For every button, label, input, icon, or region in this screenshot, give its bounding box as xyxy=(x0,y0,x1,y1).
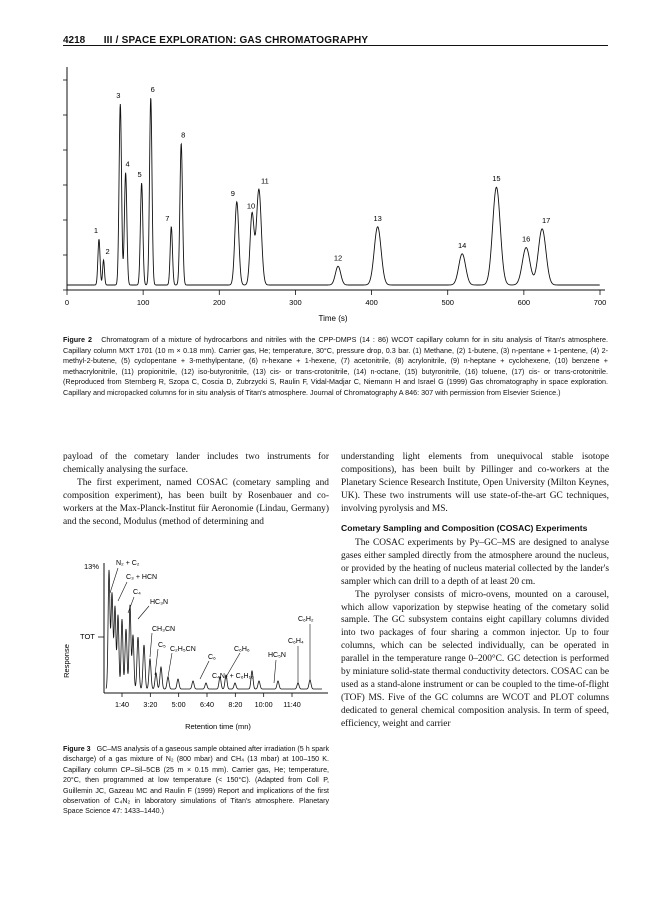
x-axis-label: Retention time (mn) xyxy=(185,722,251,731)
x-tick-label: 600 xyxy=(517,298,531,307)
figure-3-caption-text: GC–MS analysis of a gaseous sample obtained after irradiation (5 h spark discharge) of a gas mixture of N₂ (800 mbar) and CH₄ (13 mbar) at 100–150 K. Capillary column CP–Sil–5CB (25 m × 0.15 mm). Carrier gas, He; temperature, 20°C, then programmed at low temperature (< 150°C). (Adapted from Coll P, Guillemin JC, Gazeau MC and Raulin F (1999) Report and implications of the first observation of C₄N₂ in laboratory simulations of Titan's atmosphere. Planetary Space Science 47: 1433–1440.) xyxy=(63,745,329,816)
ann-c6h4: C₆H₄ xyxy=(288,638,304,645)
left-paragraph-1: payload of the cometary lander includes two instruments for chemically analysing the surface. xyxy=(63,452,329,475)
figure-2-chromatogram xyxy=(55,55,615,335)
x-tick-group xyxy=(122,693,292,697)
peak-label: 17 xyxy=(541,215,551,225)
figure-3-label: Figure 3 xyxy=(63,745,91,753)
right-column xyxy=(341,451,609,731)
figure-3-caption xyxy=(63,744,329,817)
ann-n2-c2: N₂ + C₂ xyxy=(116,560,140,567)
peak-label: 12 xyxy=(333,253,343,263)
peak-label: 4 xyxy=(125,159,130,169)
section-heading: Cometary Sampling and Composition (COSAC) Experiments xyxy=(341,522,588,533)
peak-label: 7 xyxy=(165,213,170,223)
peak-label: 13 xyxy=(373,213,382,223)
running-header xyxy=(63,30,608,46)
figure-2-caption xyxy=(63,335,608,399)
peak-label-group xyxy=(94,85,550,262)
peak-label: 1 xyxy=(93,226,99,236)
y-axis-label: Response xyxy=(62,644,71,678)
peak-label: 16 xyxy=(521,234,531,244)
peak-label: 5 xyxy=(137,170,142,180)
ann-arrow xyxy=(200,661,209,679)
ann-arrow xyxy=(128,597,134,613)
x-tick-label: 200 xyxy=(213,298,226,307)
x-tick-label: 400 xyxy=(365,298,378,307)
right-paragraph-3: The pyrolyser consists of micro-ovens, mounted on a carousel, which allow vaporization by stepwise heating of the cometary solid sample. The GC subsystem contains eight capillary columns divided into two packages of four sharing a common injector. Up to four columns, which can be selected individually, can be operated in parallel in the temperature range 0–200°C. GC detection is performed by miniature solid-state thermal conductivity detectors. COSAC can be used as a stand-alone instrument or can be coupled to the time-of-flight (TOF) MS. Five of the GC columns are WCOT and PLOT columns dedicated to general chemical composition analysis. In term of speed, efficiency, weight and carrier xyxy=(341,589,609,729)
ann-arrow xyxy=(274,660,276,683)
gcms-trace xyxy=(106,570,322,689)
peak-label: 14 xyxy=(458,240,467,250)
left-column xyxy=(63,451,329,528)
figure-2-caption-text: Chromatogram of a mixture of hydrocarbons and nitriles with the CPP-DMPS (14 : 86) WCOT capillary column for in situ analysis of Titan's atmosphere. Capillary column MXT 1701 (10 m × 0.18 mm). Carrier gas, He; temperature, 30°C, pressure drop, 0.3 bar. (1) Methane, (2) 1-butene, (3) n-pentane + 1-pentene, (4) 2-methyl-2-butene, (5) cyclopentane + 3-methylpentane, (6) n-hexane + 1-hexene, (7) acetonitrile, (8) acrylonitrile, (9) n-heptane + cyclohexene, (10) benzene + methacrylonitrile, (11) propionitrile, (12) iso-butyronitrile, (13) cis- or trans-crotonitrile, (14) n-octane, (15) butyronitrile, (16) toluene, (17) cis- or trans-crotonitrile. (Reproduced from Sternberg R, Szopa C, Coscia D, Zubrzycki S, Raulin F, Vidal-Madjar C, Niemann H and Israel G (1999) Gas chromatography in space exploration. Capillary and micropacked columns for in situ analysis of Titan's atmosphere. Journal of Chromatography A 846: 307 with permission from Elsevier Science.) xyxy=(63,335,608,397)
peak-label: 8 xyxy=(181,130,186,140)
x-tick-label: 3:20 xyxy=(143,700,158,709)
ann-hc3n: HC₃N xyxy=(150,599,169,606)
gcms-plot xyxy=(60,553,332,738)
running-head-title: III / SPACE EXPLORATION: GAS CHROMATOGRAPHY xyxy=(103,35,369,46)
y-marker-tot: TOT xyxy=(80,632,95,641)
ann-arrow xyxy=(110,568,118,593)
ann-c2h5cn: C₂H₅CN xyxy=(170,646,196,653)
x-tick-label: 100 xyxy=(136,298,150,307)
peak-label: 10 xyxy=(246,201,256,211)
x-tick-label-group xyxy=(115,700,301,709)
ann-arrow xyxy=(155,649,158,675)
right-paragraph-2: The COSAC experiments by Py–GC–MS are designed to analyse gases either sampled directly from the atmosphere around the nucleus, or provided by the heating of nucleus material collected by the lander's sampler which can drill to a depth of at least 20 cm. xyxy=(341,538,609,587)
left-paragraph-2: The first experiment, named COSAC (cometary sampling and composition experiment), has been built by Rosenbauer and co-workers at the Max-Planck-Institut für Aeronomie (Lindau, Germany) and the second, Modulus (method of determining and xyxy=(63,477,329,527)
ann-arrow xyxy=(150,633,152,657)
ann-arrow xyxy=(118,582,127,601)
x-tick-label: 0 xyxy=(64,298,70,307)
peak-label: 2 xyxy=(105,247,110,257)
x-tick-label: 6:40 xyxy=(200,700,214,709)
ann-c4n2-c6h10: C₄N₂ + C₆H₁₀ xyxy=(212,673,254,680)
page-number: 4218 xyxy=(63,35,86,46)
x-tick-label: 8:20 xyxy=(228,700,243,709)
ann-c6h6: C₆H₆ xyxy=(234,646,250,653)
x-tick-label: 700 xyxy=(593,298,607,307)
ann-c5: C₅ xyxy=(158,642,166,649)
x-axis-label: Time (s) xyxy=(318,314,348,323)
peak-label: 9 xyxy=(230,188,235,198)
x-tick-group xyxy=(65,290,606,307)
ann-c3-hcn: C₃ + HCN xyxy=(126,574,158,581)
ann-arrow xyxy=(168,653,172,677)
chromatogram-plot xyxy=(55,55,615,335)
x-tick-label: 5:00 xyxy=(171,700,186,709)
ann-c4: C₄ xyxy=(133,589,141,596)
figure-3-gcms xyxy=(60,553,332,738)
y-marker-13: 13% xyxy=(84,562,100,571)
right-paragraph-1: understanding light elements from unequivocal stable isotope compositions), has been built by Pillinger and co-workers at the Planetary Science Research Institute, Open University (Milton Keynes, UK). These two instruments will use state-of-the-art GC techniques, involving pyrolysis and MS. xyxy=(341,452,609,514)
ann-hc5n: HC₅N xyxy=(268,652,286,659)
peak-label: 15 xyxy=(492,174,501,184)
peak-label: 3 xyxy=(116,91,121,101)
ann-ch3cn: CH₃CN xyxy=(152,626,176,633)
ann-arrow xyxy=(138,606,149,619)
header-rule xyxy=(63,45,608,46)
x-tick-label: 500 xyxy=(441,298,454,307)
peak-label: 6 xyxy=(150,84,155,94)
x-tick-label: 300 xyxy=(289,298,302,307)
ann-c6: C₆ xyxy=(208,654,216,661)
x-tick-label: 11:40 xyxy=(283,700,301,709)
y-tick-group xyxy=(63,80,67,290)
ann-c6h2: C₆H₂ xyxy=(298,616,314,623)
figure-2-label: Figure 2 xyxy=(63,335,93,344)
x-tick-label: 1:40 xyxy=(115,700,129,709)
x-tick-label: 10:00 xyxy=(254,700,273,709)
peak-label: 11 xyxy=(260,176,269,186)
